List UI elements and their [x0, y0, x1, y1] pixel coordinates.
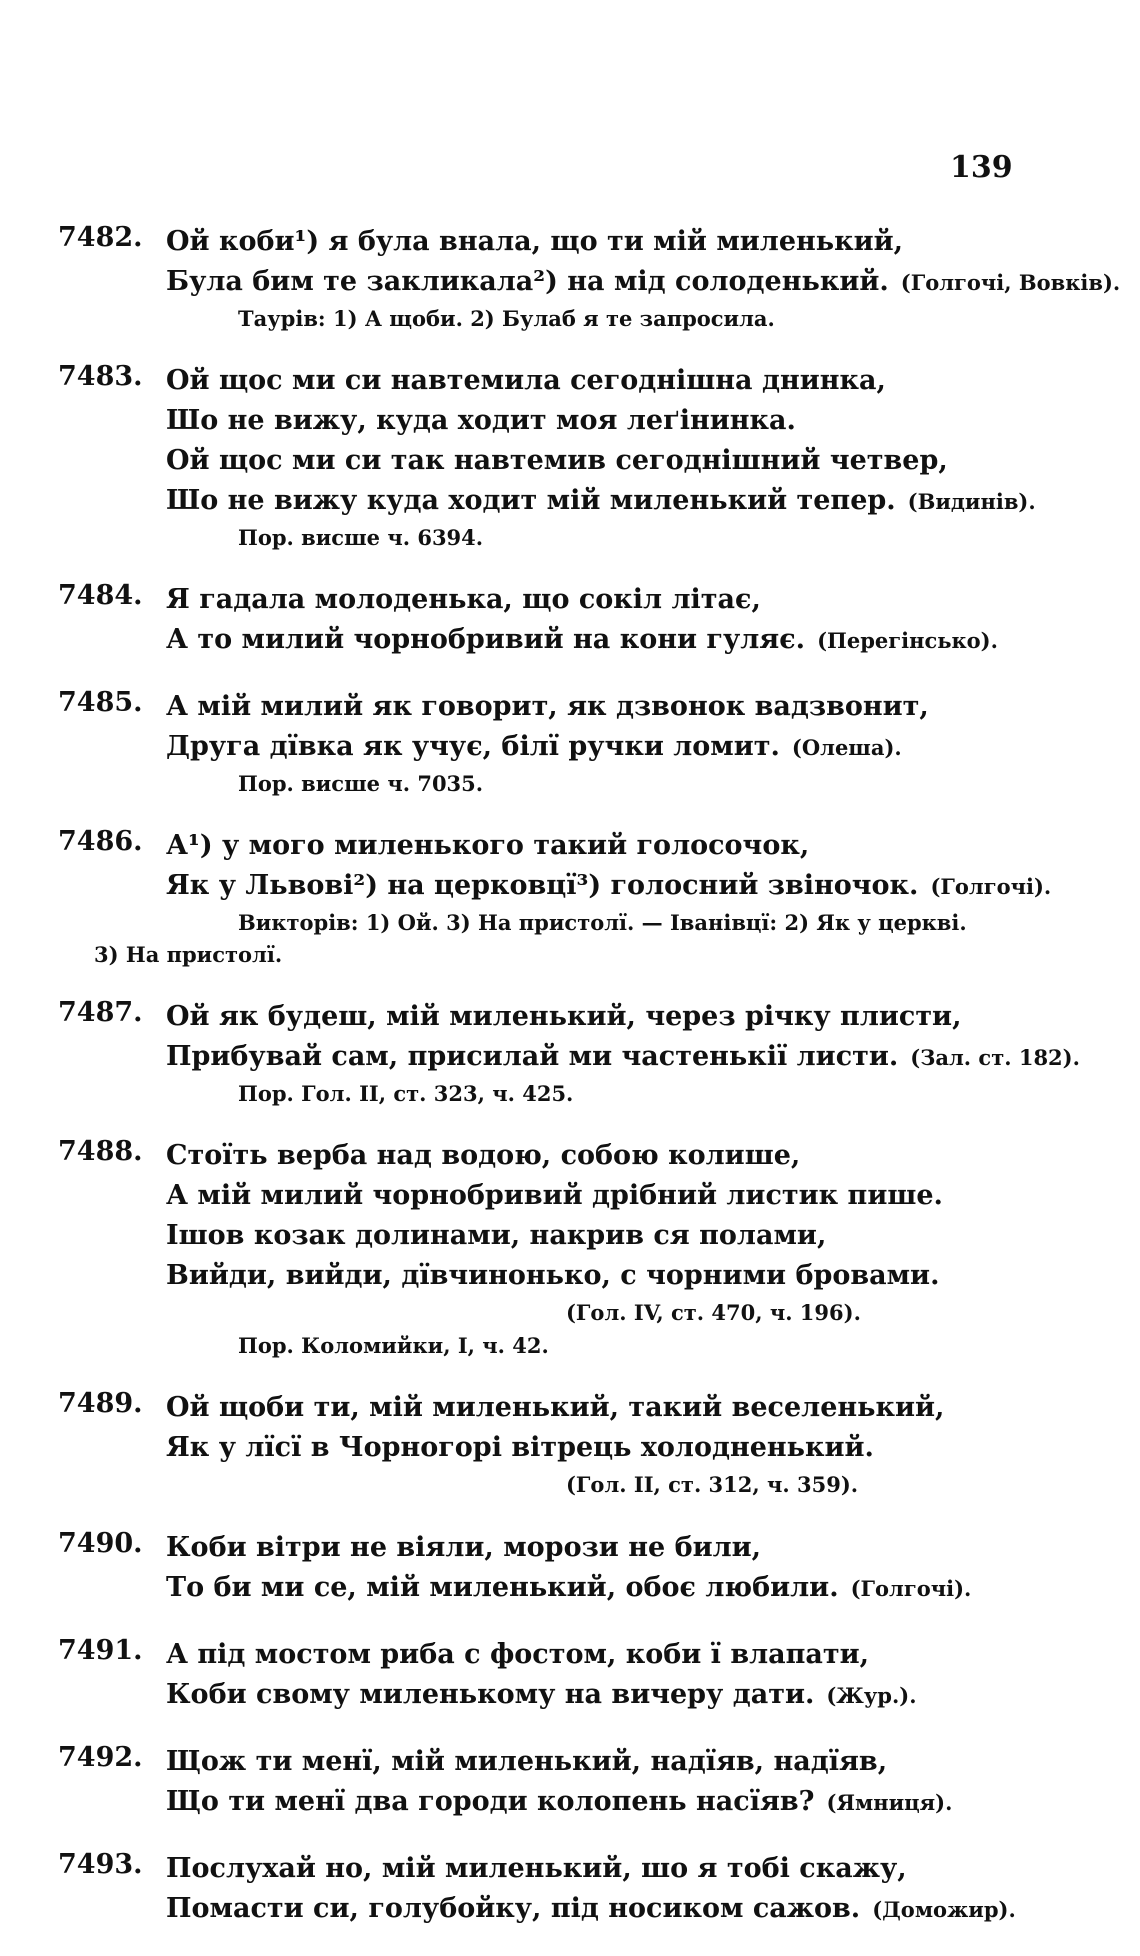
verse-line — [166, 1216, 1078, 1256]
variant-note: Викторів: 1) Ой. 3) На пристолї. — Іванівцї: 2) Як у церкві. — [238, 910, 967, 935]
verse-text: Помасти си, голубойку, під носиком сажов. — [166, 1893, 861, 1924]
entry-number: 7491. — [58, 1635, 143, 1666]
verse-text: Ой коби¹) я була внала, що ти мій миленький, — [166, 226, 904, 257]
verse-line — [166, 1136, 1078, 1176]
verse-line — [166, 1388, 1078, 1428]
source-village: (Жур.). — [826, 1683, 917, 1708]
verse-line — [166, 1675, 1078, 1716]
verse-text: Друга дївка як учує, білї ручки ломит. — [166, 731, 780, 762]
entry-number: 7482. — [58, 222, 143, 253]
song-entry — [58, 1849, 1078, 1930]
verse-line — [166, 1428, 1078, 1468]
entry-number: 7490. — [58, 1528, 143, 1559]
verse-line — [166, 826, 1078, 866]
song-entry — [58, 1528, 1078, 1609]
verse-line — [166, 1635, 1078, 1675]
verse-text: Стоїть верба над водою, собою колише, — [166, 1140, 801, 1171]
verse-text: Ой як будеш, мій миленький, через річку плисти, — [166, 1001, 962, 1032]
verse-text: Вийди, вийди, дївчинонько, с чорними бровами. — [166, 1260, 940, 1291]
verse-line — [166, 361, 1078, 401]
variant-note: Пор. висше ч. 6394. — [238, 525, 484, 550]
source-village: (Зал. ст. 182). — [910, 1045, 1080, 1070]
verse-text: Шо не вижу куда ходит мій миленький тепер. — [166, 485, 896, 516]
source-village: (Доможир). — [872, 1897, 1016, 1922]
source-reference: (Гол. II, ст. 312, ч. 359). — [566, 1472, 859, 1497]
song-list — [58, 222, 1121, 1956]
song-entry — [58, 1388, 1078, 1502]
variant-note: Пор. Коломийки, I, ч. 42. — [238, 1333, 549, 1358]
verse-line — [166, 222, 1078, 262]
verse-text: А мій милий чорнобривий дрібний листик пише. — [166, 1180, 943, 1211]
verse-line — [166, 441, 1078, 481]
source-village: (Перегінсько). — [817, 628, 998, 653]
verse-line — [166, 481, 1078, 522]
entry-number: 7493. — [58, 1849, 143, 1880]
verse-text: Ішов козак долинами, накрив ся полами, — [166, 1220, 827, 1251]
verse-line — [166, 1256, 1078, 1296]
verse-line — [166, 687, 1078, 727]
song-entry — [58, 687, 1078, 800]
source-village: (Видинів). — [907, 489, 1036, 514]
entry-number: 7486. — [58, 826, 143, 857]
variant-note: Таурів: 1) А щоби. 2) Булаб я те запросила. — [238, 306, 775, 331]
source-village: (Голгочі). — [930, 874, 1052, 899]
verse-line — [166, 866, 1078, 907]
verse-line — [166, 401, 1078, 441]
verse-text: Ой щос ми си так навтемив сегоднішний четвер, — [166, 445, 948, 476]
verse-line — [166, 620, 1078, 661]
verse-line — [166, 1742, 1078, 1782]
entry-number: 7485. — [58, 687, 143, 718]
entry-number: 7488. — [58, 1136, 143, 1167]
song-entry — [58, 1742, 1078, 1823]
song-entry — [58, 826, 1078, 971]
verse-text: Щож ти менї, мій миленький, надїяв, надїяв, — [166, 1746, 888, 1777]
verse-line — [166, 997, 1078, 1037]
verse-text: Я гадала молоденька, що сокіл літає, — [166, 584, 761, 615]
verse-text: А то милий чорнобривий на кони гуляє. — [166, 624, 806, 655]
verse-line — [166, 1176, 1078, 1216]
song-entry — [58, 361, 1078, 554]
verse-text: Ой щоби ти, мій миленький, такий веселенький, — [166, 1392, 945, 1423]
verse-line — [166, 262, 1121, 303]
song-entry — [58, 222, 1121, 335]
song-entry — [58, 580, 1078, 661]
song-entry — [58, 1136, 1078, 1362]
verse-text: Коби вітри не віяли, морози не били, — [166, 1532, 762, 1563]
verse-line — [166, 727, 1078, 768]
verse-text: Шо не вижу, куда ходит моя леґінинка. — [166, 405, 796, 436]
verse-text: Коби свому миленькому на вичеру дати. — [166, 1679, 815, 1710]
verse-text: Прибувай сам, присилай ми частенькії листи. — [166, 1041, 899, 1072]
entry-number: 7492. — [58, 1742, 143, 1773]
verse-text: Була бим те закликала²) на мід солоденький. — [166, 266, 889, 297]
page-number: 139 — [950, 150, 1013, 185]
variant-note: Пор. висше ч. 7035. — [238, 771, 484, 796]
entry-number: 7484. — [58, 580, 143, 611]
source-village: (Олеша). — [791, 735, 902, 760]
verse-line — [166, 580, 1078, 620]
verse-line — [166, 1037, 1078, 1078]
variant-note-continued: 3) На пристолї. — [94, 942, 283, 967]
verse-text: Ой щос ми си навтемила сегоднішна днинка, — [166, 365, 886, 396]
verse-text: Що ти менї два городи колопень насїяв? — [166, 1786, 815, 1817]
verse-line — [166, 1782, 1078, 1823]
verse-text: То би ми се, мій миленький, обоє любили. — [166, 1572, 839, 1603]
variant-note: Пор. Гол. II, ст. 323, ч. 425. — [238, 1081, 574, 1106]
source-village: (Голгочі). — [850, 1576, 972, 1601]
verse-text: А¹) у мого миленького такий голосочок, — [166, 830, 810, 861]
source-village: (Голгочі, Вовків). — [900, 270, 1121, 295]
source-village: (Ямниця). — [826, 1790, 953, 1815]
song-entry — [58, 1635, 1078, 1716]
source-reference: (Гол. IV, ст. 470, ч. 196). — [566, 1300, 861, 1325]
entry-number: 7489. — [58, 1388, 143, 1419]
verse-line — [166, 1568, 1078, 1609]
verse-line — [166, 1849, 1078, 1889]
entry-number: 7487. — [58, 997, 143, 1028]
verse-line — [166, 1528, 1078, 1568]
verse-text: Як у лїсї в Чорногорі вітрець холодненький. — [166, 1432, 874, 1463]
verse-text: Послухай но, мій миленький, шо я тобі скажу, — [166, 1853, 907, 1884]
entry-number: 7483. — [58, 361, 143, 392]
verse-text: А мій милий як говорит, як дзвонок вадзвонит, — [166, 691, 929, 722]
song-entry — [58, 997, 1078, 1110]
verse-text: Як у Львові²) на церковцї³) голосний звіночок. — [166, 870, 919, 901]
verse-text: А під мостом риба с фостом, коби ї влапати, — [166, 1639, 870, 1670]
